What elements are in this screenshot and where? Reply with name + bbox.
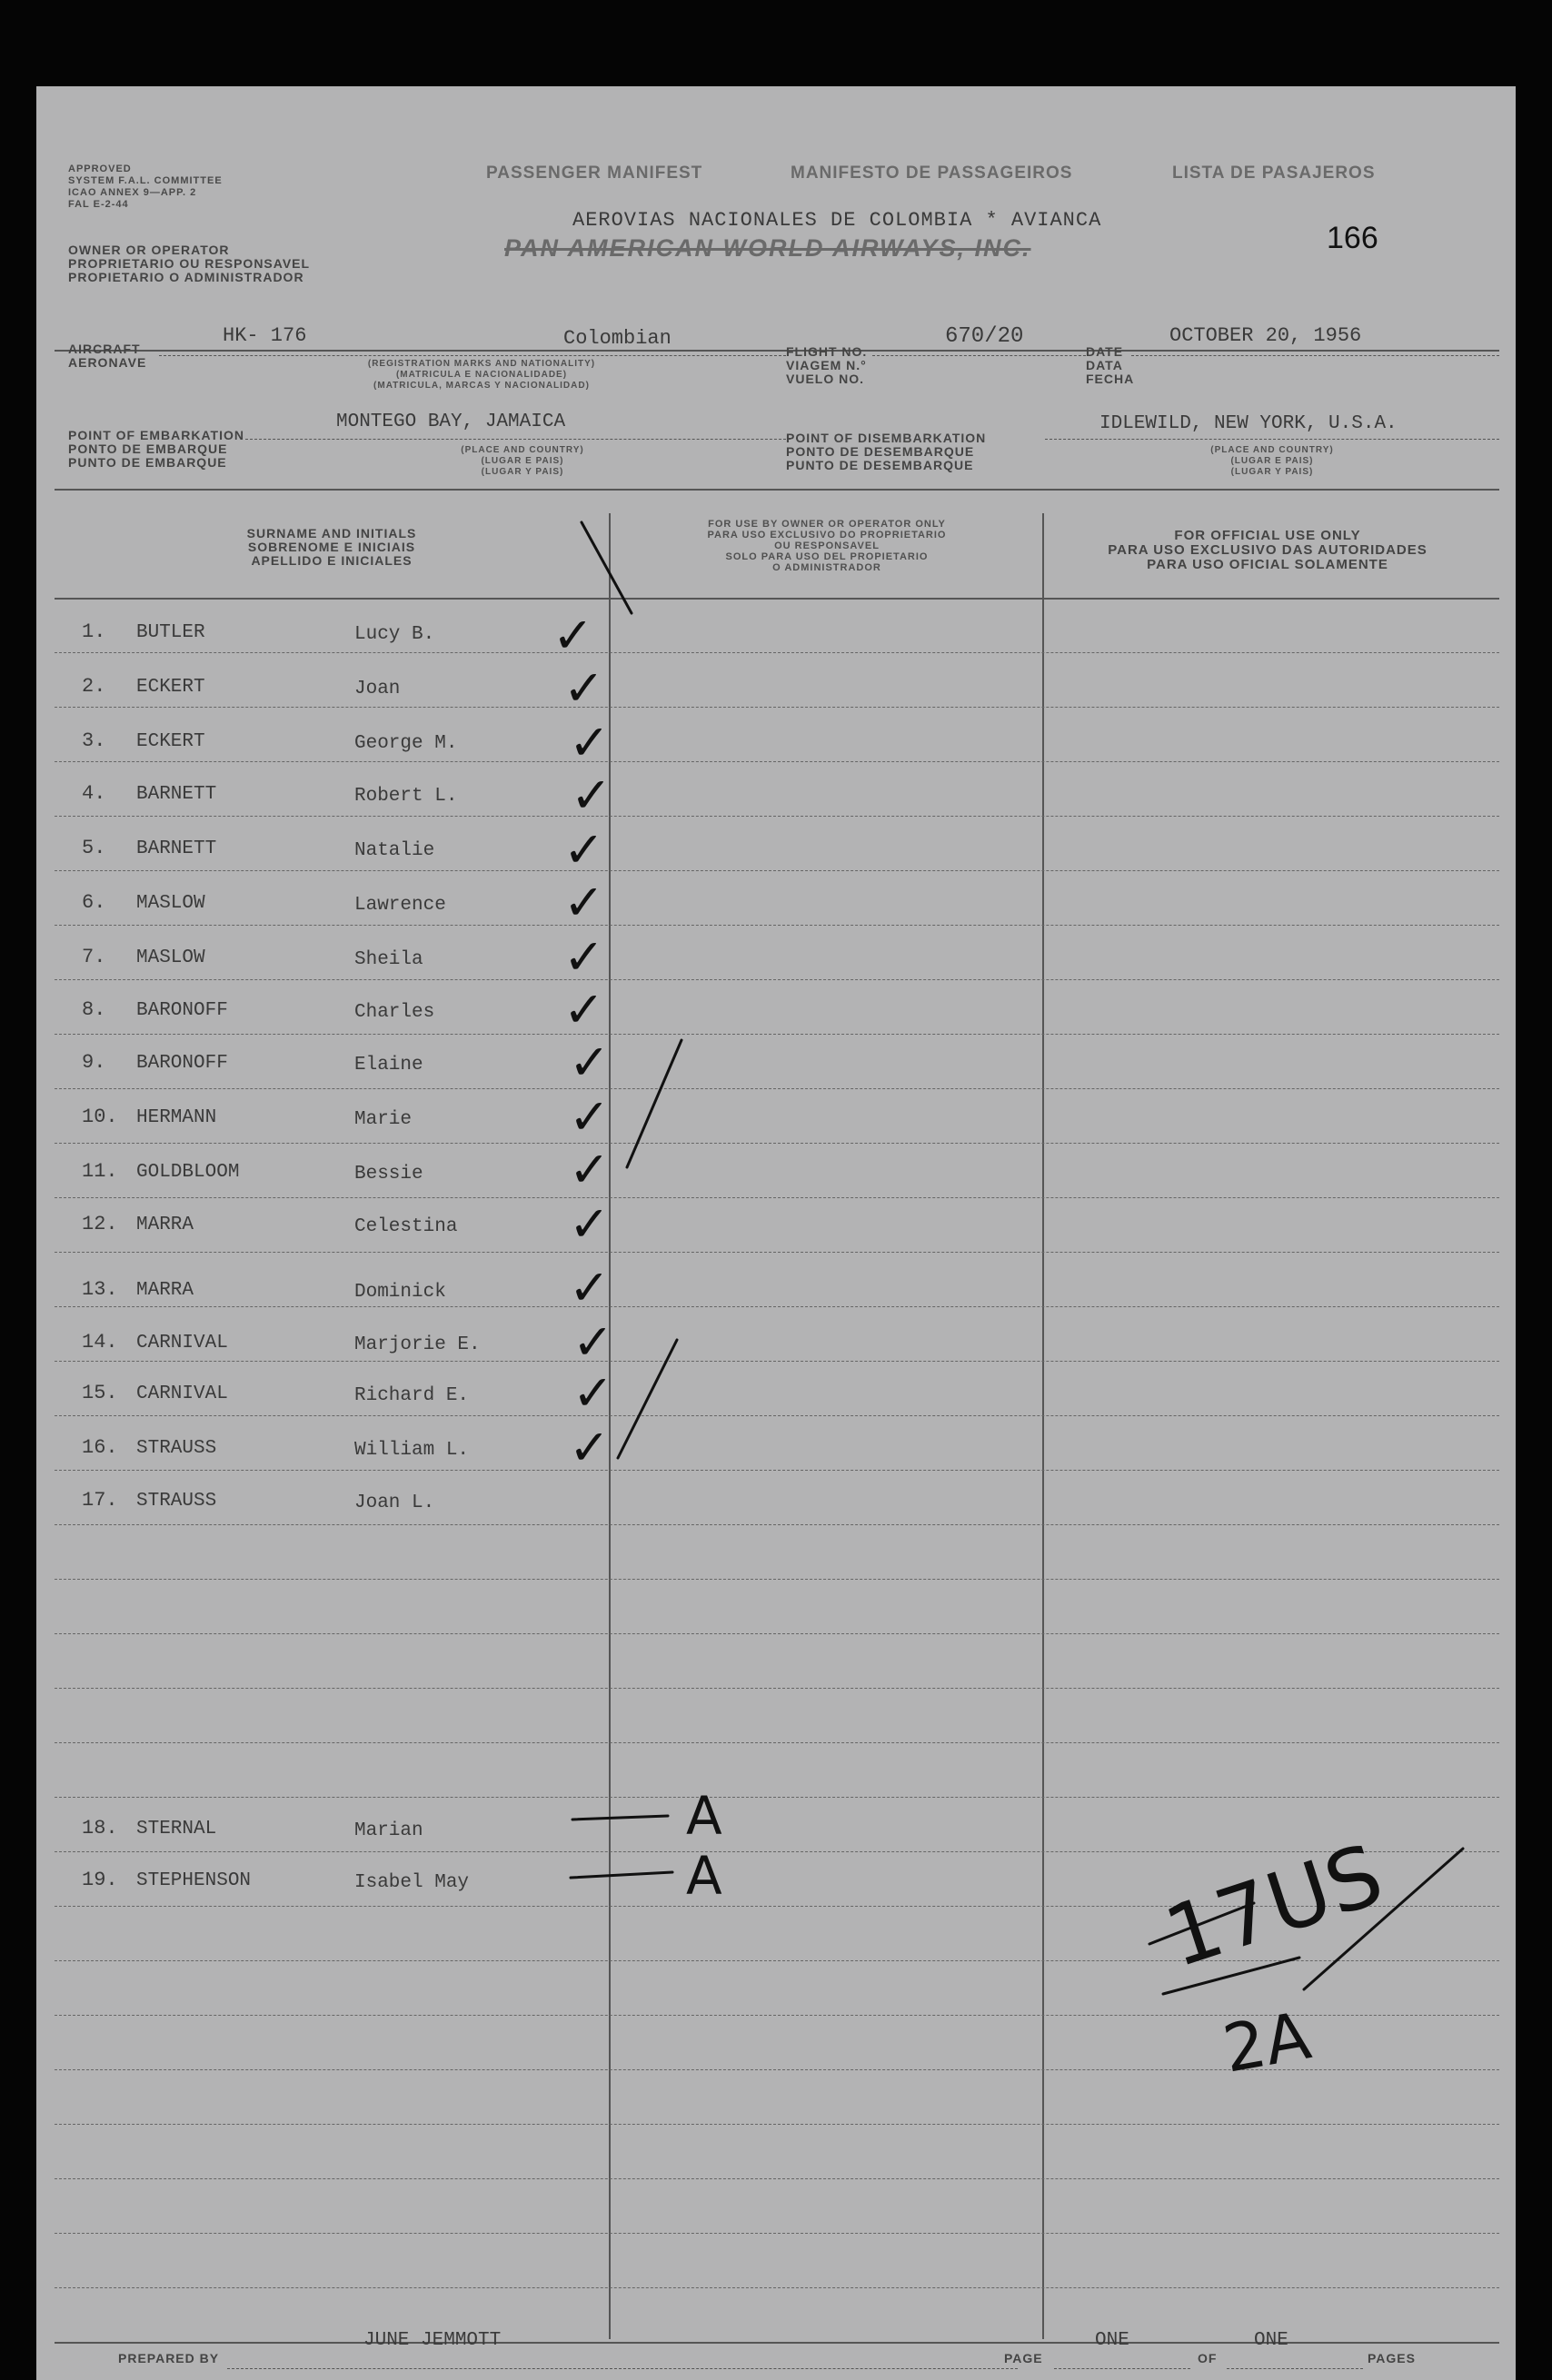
header-line: O ADMINISTRADOR bbox=[772, 562, 881, 573]
surname: BUTLER bbox=[136, 622, 205, 643]
pen-stroke bbox=[582, 522, 632, 613]
surname: HERMANN bbox=[136, 1107, 217, 1128]
operator-struck: PAN AMERICAN WORLD AIRWAYS, INC. bbox=[504, 234, 1031, 262]
check-mark-icon: ✓ bbox=[569, 1141, 611, 1198]
pen-stroke bbox=[627, 1040, 681, 1167]
surname: STEPHENSON bbox=[136, 1870, 252, 1891]
surname: ECKERT bbox=[136, 677, 205, 698]
check-mark-icon: ✓ bbox=[563, 928, 605, 986]
given-name: Robert L. bbox=[354, 786, 458, 807]
check-mark-icon: ✓ bbox=[552, 607, 594, 664]
operator-typed: AEROVIAS NACIONALES DE COLOMBIA * AVIANCA bbox=[572, 209, 1102, 232]
surname: BARNETT bbox=[136, 838, 217, 859]
header-line: PARA USO EXCLUSIVO DO PROPRIETARIO bbox=[707, 530, 947, 540]
row-number: 7. bbox=[82, 946, 106, 968]
row-number: 8. bbox=[82, 998, 106, 1021]
title-en: PASSENGER MANIFEST bbox=[486, 164, 703, 183]
pen-stroke bbox=[618, 1340, 677, 1458]
check-mark-icon: ✓ bbox=[563, 659, 605, 717]
given-name: Marie bbox=[354, 1109, 413, 1130]
row-number: 13. bbox=[82, 1278, 118, 1301]
surname: CARNIVAL bbox=[136, 1333, 228, 1354]
of-value: ONE bbox=[1254, 2330, 1288, 2351]
given-name: Charles bbox=[354, 1002, 435, 1023]
check-mark-icon: ✓ bbox=[572, 1364, 614, 1422]
row-number: 12. bbox=[82, 1213, 118, 1235]
header-line: FOR USE BY OWNER OR OPERATOR ONLY bbox=[708, 519, 946, 530]
caption-line: (PLACE AND COUNTRY) bbox=[1210, 445, 1334, 455]
given-name: Celestina bbox=[354, 1216, 458, 1237]
pages-label: PAGES bbox=[1368, 2351, 1416, 2365]
surname: STERNAL bbox=[136, 1819, 217, 1840]
caption-line: (LUGAR Y PAIS) bbox=[481, 467, 564, 477]
date-label-line: DATE bbox=[1086, 344, 1124, 359]
given-name: Isabel May bbox=[354, 1872, 470, 1893]
row-number: 16. bbox=[82, 1436, 118, 1459]
surname: STRAUSS bbox=[136, 1491, 217, 1512]
caption-line: (MATRICULA, MARCAS Y NACIONALIDAD) bbox=[373, 381, 590, 391]
pen-stroke bbox=[571, 1872, 672, 1878]
row-number: 17. bbox=[82, 1489, 118, 1512]
manifest-sheet bbox=[36, 86, 1516, 2380]
check-mark-icon: ✓ bbox=[569, 1034, 611, 1091]
caption-line: (MATRICULA E NACIONALIDADE) bbox=[395, 370, 568, 380]
owner-label-line: PROPIETARIO O ADMINISTRADOR bbox=[68, 270, 304, 284]
caption-line: (PLACE AND COUNTRY) bbox=[461, 445, 584, 455]
of-label: OF bbox=[1198, 2351, 1218, 2365]
check-mark-icon: ✓ bbox=[571, 767, 612, 824]
title-es: LISTA DE PASAJEROS bbox=[1172, 164, 1376, 183]
row-number: 3. bbox=[82, 729, 106, 752]
embark-label-line: PUNTO DE EMBARQUE bbox=[68, 455, 227, 470]
embark-label-line: POINT OF EMBARKATION bbox=[68, 428, 244, 442]
given-name: William L. bbox=[354, 1440, 470, 1461]
given-name: Marjorie E. bbox=[354, 1334, 481, 1355]
surname: MASLOW bbox=[136, 893, 205, 914]
header-line: SOLO PARA USO DEL PROPIETARIO bbox=[725, 551, 929, 562]
given-name: Joan bbox=[354, 679, 401, 699]
given-name: Natalie bbox=[354, 840, 435, 861]
owner-label-line: OWNER OR OPERATOR bbox=[68, 243, 230, 257]
check-mark-icon: ✓ bbox=[569, 1195, 611, 1253]
row19-mark: A bbox=[686, 1845, 722, 1907]
header-line: PARA USO EXCLUSIVO DAS AUTORIDADES bbox=[1108, 542, 1428, 558]
stroke-group bbox=[571, 522, 1463, 1994]
header-line: FOR OFFICIAL USE ONLY bbox=[1174, 528, 1361, 543]
header-line: PARA USO OFICIAL SOLAMENTE bbox=[1147, 557, 1388, 572]
disembark-label-line: POINT OF DISEMBARKATION bbox=[786, 431, 987, 445]
approval-line: FAL E-2-44 bbox=[68, 199, 129, 210]
given-name: Lawrence bbox=[354, 895, 446, 916]
given-name: Dominick bbox=[354, 1282, 446, 1303]
surname: MASLOW bbox=[136, 947, 205, 968]
margin-note-code: 2A bbox=[1218, 1997, 1317, 2087]
sheet-number: 166 bbox=[1327, 221, 1378, 255]
surname: MARRA bbox=[136, 1215, 194, 1235]
embark-value: MONTEGO BAY, JAMAICA bbox=[336, 412, 566, 432]
row18-mark: A bbox=[686, 1785, 722, 1847]
embark-label-line: PONTO DE EMBARQUE bbox=[68, 441, 228, 456]
caption-line: (REGISTRATION MARKS AND NATIONALITY) bbox=[367, 359, 596, 369]
page-label: PAGE bbox=[1004, 2351, 1043, 2365]
check-mark-icon: ✓ bbox=[569, 714, 611, 771]
pen-stroke bbox=[572, 1816, 668, 1820]
check-mark-icon: ✓ bbox=[563, 874, 605, 931]
approval-line: ICAO ANNEX 9—APP. 2 bbox=[68, 187, 197, 198]
title-pt: MANIFESTO DE PASSAGEIROS bbox=[791, 164, 1073, 183]
date-value: OCTOBER 20, 1956 bbox=[1169, 324, 1362, 347]
check-mark-icon: ✓ bbox=[569, 1419, 611, 1476]
approval-line: APPROVED bbox=[68, 164, 132, 174]
row-number: 14. bbox=[82, 1331, 118, 1354]
disembark-value: IDLEWILD, NEW YORK, U.S.A. bbox=[1099, 413, 1398, 434]
disembark-label-line: PUNTO DE DESEMBARQUE bbox=[786, 458, 974, 472]
disembark-label-line: PONTO DE DESEMBARQUE bbox=[786, 444, 975, 459]
row-number: 19. bbox=[82, 1869, 118, 1891]
header-line: SURNAME AND INITIALS bbox=[246, 526, 417, 540]
prepared-underline bbox=[227, 2368, 1018, 2369]
row-number: 6. bbox=[82, 891, 106, 914]
flight-label-line: FLIGHT NO. bbox=[786, 344, 868, 359]
row-number: 18. bbox=[82, 1817, 118, 1840]
row-number: 15. bbox=[82, 1382, 118, 1404]
header-line: SOBRENOME E INICIAIS bbox=[247, 540, 416, 554]
flight-value: 670/20 bbox=[945, 324, 1024, 349]
row-number: 1. bbox=[82, 620, 106, 643]
header-line: OU RESPONSAVEL bbox=[774, 540, 880, 551]
given-name: George M. bbox=[354, 733, 458, 754]
check-mark-icon: ✓ bbox=[569, 1088, 611, 1145]
given-name: Sheila bbox=[354, 949, 423, 970]
of-underline bbox=[1227, 2368, 1363, 2369]
owner-label-line: PROPRIETARIO OU RESPONSAVEL bbox=[68, 256, 311, 271]
check-mark-icon: ✓ bbox=[563, 981, 605, 1038]
approval-line: SYSTEM F.A.L. COMMITTEE bbox=[68, 175, 223, 186]
page-underline bbox=[1054, 2368, 1190, 2369]
check-mark-icon: ✓ bbox=[563, 821, 605, 878]
surname: STRAUSS bbox=[136, 1438, 217, 1459]
margin-note-count: 17US bbox=[1154, 1825, 1394, 1987]
given-name: Marian bbox=[354, 1820, 423, 1841]
aircraft-value: HK- 176 bbox=[223, 324, 307, 347]
flight-label-line: VIAGEM N.° bbox=[786, 358, 867, 372]
surname: GOLDBLOOM bbox=[136, 1162, 240, 1183]
row-number: 9. bbox=[82, 1051, 106, 1074]
flight-label-line: VUELO NO. bbox=[786, 372, 865, 386]
given-name: Richard E. bbox=[354, 1385, 470, 1406]
caption-line: (LUGAR Y PAIS) bbox=[1230, 467, 1314, 477]
given-name: Joan L. bbox=[354, 1492, 435, 1513]
given-name: Lucy B. bbox=[354, 624, 435, 645]
page-value: ONE bbox=[1095, 2330, 1129, 2351]
prepared-value: JUNE JEMMOTT bbox=[363, 2330, 502, 2351]
surname: BARONOFF bbox=[136, 1053, 228, 1074]
surname: ECKERT bbox=[136, 731, 205, 752]
check-mark-icon: ✓ bbox=[569, 1259, 611, 1316]
caption-line: (LUGAR E PAIS) bbox=[481, 456, 564, 466]
surname: MARRA bbox=[136, 1280, 194, 1301]
check-mark-icon: ✓ bbox=[572, 1314, 614, 1371]
aircraft-label-line: AERONAVE bbox=[68, 355, 147, 370]
surname: CARNIVAL bbox=[136, 1383, 228, 1404]
aircraft-label-line: AIRCRAFT bbox=[68, 342, 141, 356]
given-name: Elaine bbox=[354, 1055, 423, 1076]
nationality-value: Colombian bbox=[563, 327, 672, 350]
date-label-line: FECHA bbox=[1086, 372, 1135, 386]
header-line: APELLIDO E INICIALES bbox=[251, 553, 413, 568]
row-number: 2. bbox=[82, 675, 106, 698]
given-name: Bessie bbox=[354, 1164, 423, 1185]
row-number: 10. bbox=[82, 1106, 118, 1128]
surname: BARONOFF bbox=[136, 1000, 228, 1021]
row-number: 5. bbox=[82, 837, 106, 859]
surname: BARNETT bbox=[136, 784, 217, 805]
prepared-label: PREPARED BY bbox=[118, 2351, 220, 2365]
date-label-line: DATA bbox=[1086, 358, 1123, 372]
caption-line: (LUGAR E PAIS) bbox=[1230, 456, 1314, 466]
row-number: 4. bbox=[82, 782, 106, 805]
row-number: 11. bbox=[82, 1160, 118, 1183]
